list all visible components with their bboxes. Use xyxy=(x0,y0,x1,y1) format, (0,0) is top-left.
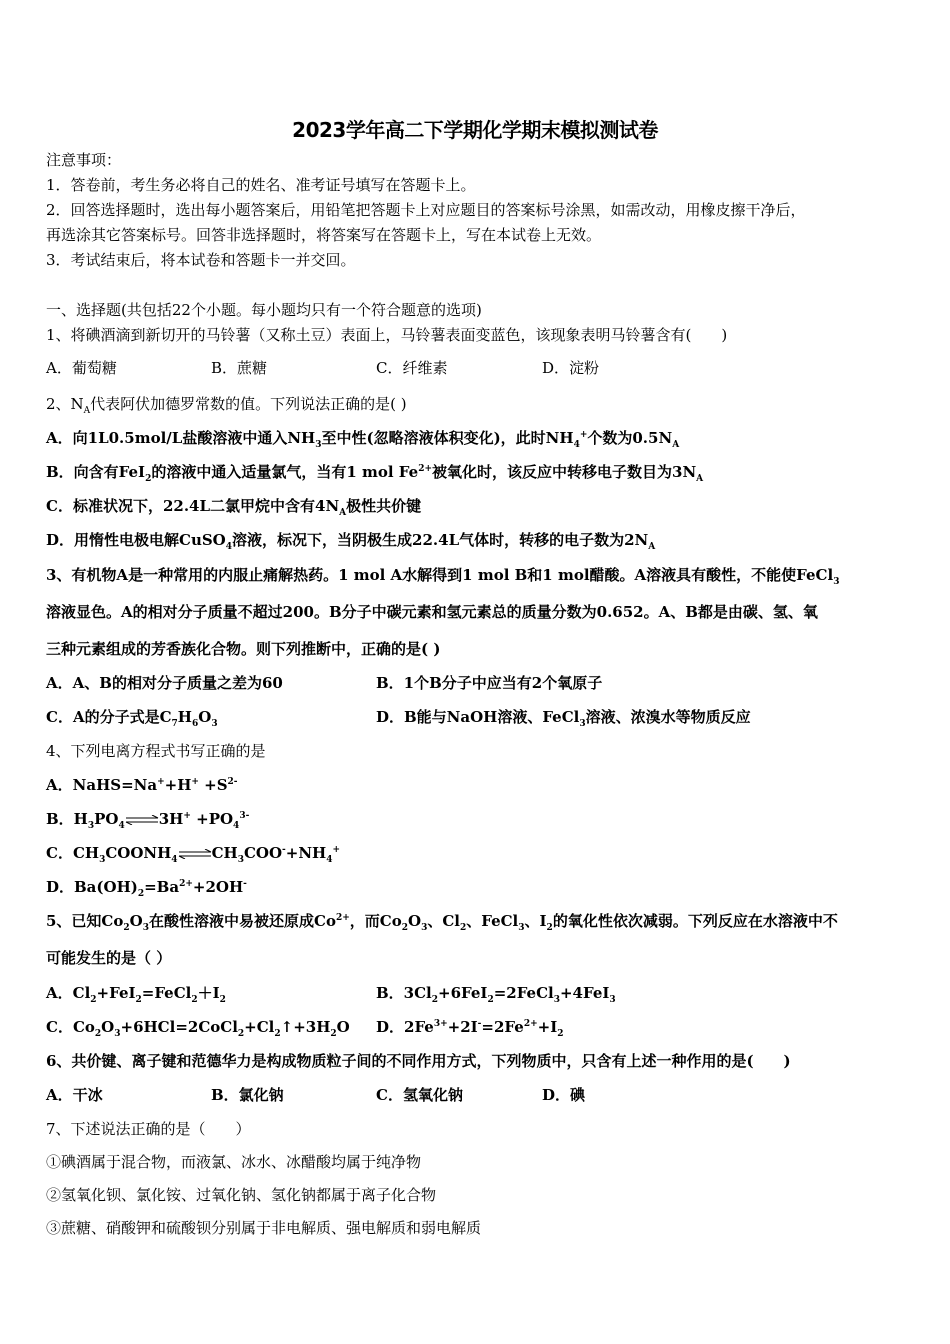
question-7-stem: 7、下述说法正确的是（ ） xyxy=(46,1120,251,1138)
question-5-line-2: 可能发生的是（ ） xyxy=(46,949,172,967)
question-4-stem: 4、下列电离方程式书写正确的是 xyxy=(46,742,266,760)
notice-item-2-cont: 再选涂其它答案标号。回答非选择题时，将答案写在答题卡上，写在本试卷上无效。 xyxy=(46,226,602,244)
notice-item-2: 2．回答选择题时，选出每小题答案后，用铅笔把答题卡上对应题目的答案标号涂黑，如需改动，用橡皮擦干净后， xyxy=(46,201,806,219)
q6-option-d[interactable]: D．碘 xyxy=(542,1086,586,1104)
q4-option-c[interactable]: C．$CH_3COONH_4$ $CH_3COO^-+NH_4^+$ xyxy=(46,844,341,865)
question-3-line-3: 三种元素组成的芳香族化合物。则下列推断中，正确的是( ) xyxy=(46,640,441,658)
q1-option-c[interactable]: C．纤维素 xyxy=(376,359,448,377)
q2-option-d[interactable]: D．用惰性电极电解CuSO$_4$溶液，标况下，当阴极生成22.4L气体时，转移的电子数为$2N_A$ xyxy=(46,531,656,552)
q4-option-d[interactable]: D．$Ba(OH)_2=Ba^{2+}+2OH^-$ xyxy=(46,878,247,899)
q7-statement-3: ③蔗糖、硝酸钾和硫酸钡分别属于非电解质、强电解质和弱电解质 xyxy=(46,1219,482,1237)
q3-option-d[interactable]: D．B能与NaOH溶液、FeCl$_3$溶液、浓溴水等物质反应 xyxy=(376,708,751,729)
q6-option-b[interactable]: B．氯化钠 xyxy=(211,1086,284,1104)
notice-item-1: 1．答卷前，考生务必将自己的姓名、准考证号填写在答题卡上。 xyxy=(46,176,476,194)
q5-option-a[interactable]: A．$Cl_2+FeI_2=FeCl_2+I_2$ xyxy=(46,984,226,1005)
q7-statement-2: ②氢氧化钡、氯化铵、过氧化钠、氢化钠都属于离子化合物 xyxy=(46,1186,437,1204)
section-heading: 一、选择题(共包括22个小题。每小题均只有一个符合题意的选项) xyxy=(46,301,482,319)
question-3-line-2: 溶液显色。A的相对分子质量不超过200。B分子中碳元素和氢元素总的质量分数为0.652。A、B都是由碳、氢、氧 xyxy=(46,603,818,621)
q4-option-a[interactable]: A．NaHS=Na++H+ $+S^{2-}$ xyxy=(46,776,238,794)
equilibrium-arrow-icon xyxy=(178,849,212,859)
question-6-stem: 6、共价键、离子键和范德华力是构成物质粒子间的不同作用方式，下列物质中，只含有上述一种作用的是( ) xyxy=(46,1052,791,1070)
q3-option-b[interactable]: B．1个B分子中应当有2个氧原子 xyxy=(376,674,603,692)
q6-option-a[interactable]: A．干冰 xyxy=(46,1086,103,1104)
q1-option-a[interactable]: A．葡萄糖 xyxy=(46,359,117,377)
notice-item-3: 3．考试结束后，将本试卷和答题卡一并交回。 xyxy=(46,251,356,269)
q3-option-c[interactable]: C．A的分子式是$C_7H_6O_3$ xyxy=(46,708,218,729)
page-title: 2023学年高二下学期化学期末模拟测试卷 xyxy=(292,118,658,142)
q5-option-c[interactable]: C．$Co_2O_3+6HCl=2CoCl_2+Cl_2↑+3H_2O$ xyxy=(46,1018,350,1039)
q5-option-d[interactable]: D．$2Fe^{3+}+2I^-=2Fe^{2+}+I_2$ xyxy=(376,1018,564,1039)
notice-heading: 注意事项： xyxy=(46,151,122,169)
q1-option-d[interactable]: D．淀粉 xyxy=(542,359,600,377)
question-3-line-1: 3、有机物A是一种常用的内服止痛解热药。1 mol A水解得到1 mol B和1 mol醋酸。A溶液具有酸性，不能使FeCl$_3$ xyxy=(46,566,840,587)
question-1-stem: 1、将碘酒滴到新切开的马铃薯（又称土豆）表面上，马铃薯表面变蓝色，该现象表明马铃薯含有( ) xyxy=(46,326,728,344)
q2-option-a[interactable]: A．向1L0.5mol/L盐酸溶液中通入$NH_3$至中性(忽略溶液体积变化)，此时$NH_4^+$个数为$0.5N_A$ xyxy=(46,429,680,450)
q7-statement-1: ①碘酒属于混合物，而液氯、冰水、冰醋酸均属于纯净物 xyxy=(46,1153,422,1171)
q3-option-a[interactable]: A．A、B的相对分子质量之差为60 xyxy=(46,674,283,692)
equilibrium-arrow-icon xyxy=(125,815,159,825)
q2-option-c[interactable]: C．标准状况下，22.4L二氯甲烷中含有$4N_A$极性共价键 xyxy=(46,497,422,518)
question-2-stem: 2、$N_A$代表阿伏加德罗常数的值。下列说法正确的是( ) xyxy=(46,395,407,416)
q2-option-b[interactable]: B．向含有FeI$_2$的溶液中通入适量氯气，当有1 mol $Fe^{2+}$被氧化时，该反应中转移电子数目为$3N_A$ xyxy=(46,463,704,484)
q4-option-b[interactable]: B．$H_3PO_4$ $3H^+ +PO_4^{3-}$ xyxy=(46,810,250,831)
q1-option-b[interactable]: B．蔗糖 xyxy=(211,359,268,377)
q5-option-b[interactable]: B．$3Cl_2+6FeI_2=2FeCl_3+4FeI_3$ xyxy=(376,984,616,1005)
q6-option-c[interactable]: C．氢氧化钠 xyxy=(376,1086,463,1104)
question-5-line-1: 5、已知$Co_2O_3$在酸性溶液中易被还原成$Co^{2+}$，而$Co_2O_3$、$Cl_2$、FeCl$_3$、$I_2$的氧化性依次减弱。下列反应在水溶液中不 xyxy=(46,912,838,933)
